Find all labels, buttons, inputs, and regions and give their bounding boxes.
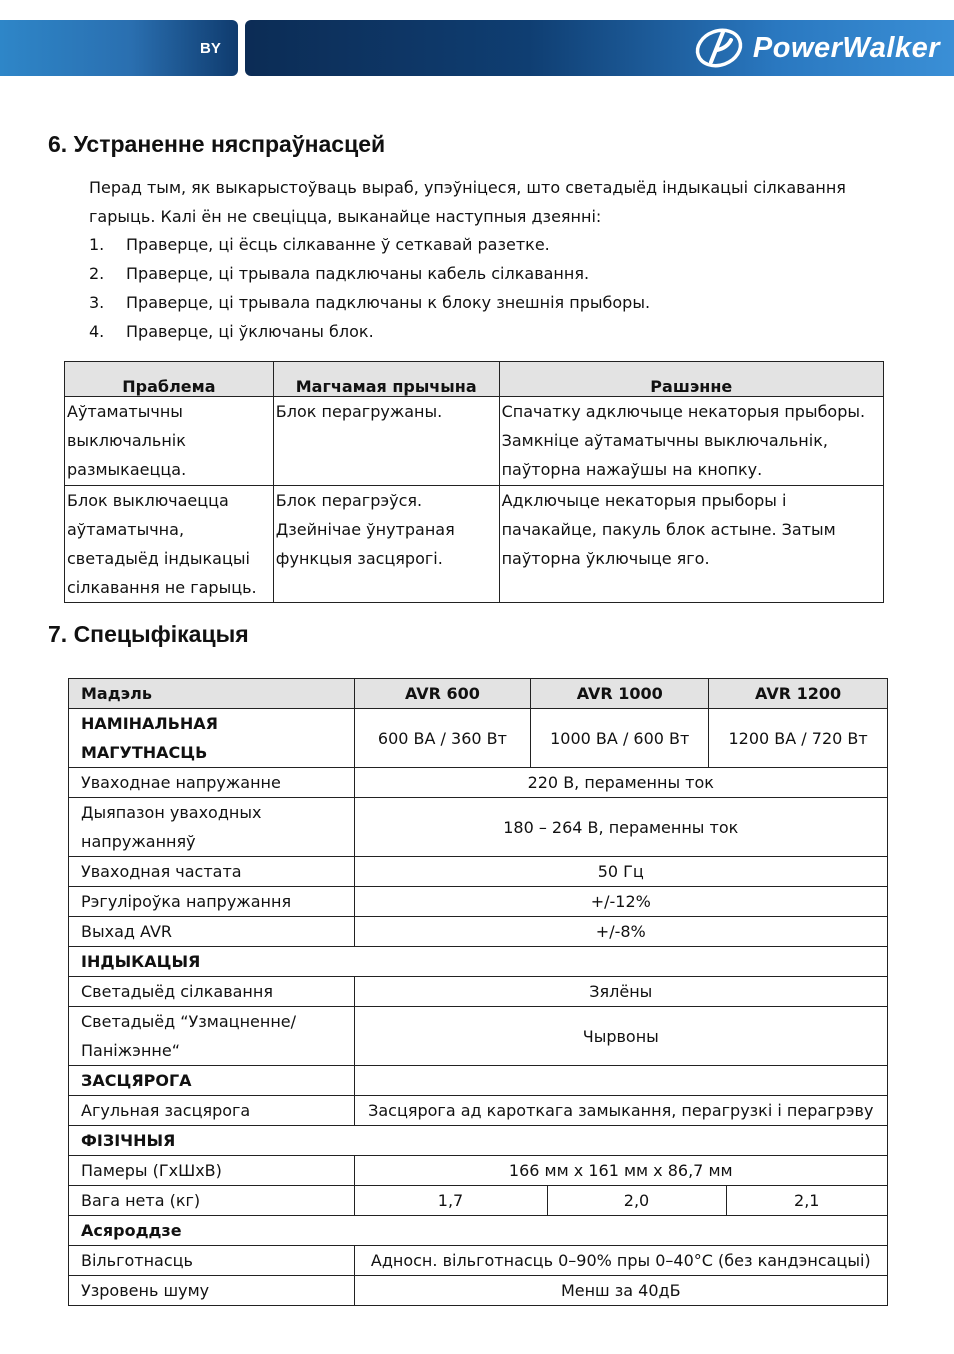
table-cell: Блок перагружаны. bbox=[273, 397, 499, 486]
spec-value: +/-12% bbox=[354, 887, 887, 917]
section-label: ІНДЫКАЦЫЯ bbox=[69, 947, 888, 977]
troubleshooting-table bbox=[64, 361, 884, 603]
spec-value: 50 Гц bbox=[354, 857, 887, 887]
table-header-row bbox=[69, 679, 888, 709]
column-header: Мадэль bbox=[69, 679, 355, 709]
section-row bbox=[69, 1216, 888, 1246]
spec-value: Засцярога ад кароткага замыкання, перагрузкі і перагрэву bbox=[354, 1096, 887, 1126]
table-cell: Блок перагрэўся. Дзейнічае ўнутраная функцыя засцярогі. bbox=[273, 486, 499, 603]
spec-label: Узровень шуму bbox=[69, 1276, 355, 1306]
column-header: AVR 600 bbox=[354, 679, 531, 709]
table-row bbox=[69, 1276, 888, 1306]
spec-label: Дыяпазон уваходных напружанняў bbox=[69, 798, 355, 857]
table-row bbox=[69, 1007, 888, 1066]
section-label: ЗАСЦЯРОГА bbox=[69, 1066, 355, 1096]
spec-label: Вільготнасць bbox=[69, 1246, 355, 1276]
logo-swoosh-icon bbox=[693, 26, 747, 70]
spec-label: Уваходная частата bbox=[69, 857, 355, 887]
spec-value: 166 мм x 161 мм x 86,7 мм bbox=[354, 1156, 887, 1186]
column-header: AVR 1000 bbox=[531, 679, 709, 709]
spec-value: 180 – 264 В, пераменны ток bbox=[354, 798, 887, 857]
weight-values bbox=[354, 1186, 887, 1216]
spec-value: 1200 ВА / 720 Вт bbox=[709, 709, 888, 768]
list-item: 1. Праверце, ці ёсць сілкаванне ў сеткавай разетке. bbox=[89, 235, 550, 254]
spec-label: Памеры (ГхШхВ) bbox=[69, 1156, 355, 1186]
spec-label: Рэгуліроўка напружання bbox=[69, 887, 355, 917]
spec-value: Чырвоны bbox=[354, 1007, 887, 1066]
section-7-title: 7. Спецыфікацыя bbox=[48, 621, 249, 647]
logo-text: PowerWalker bbox=[752, 31, 940, 64]
table-row bbox=[69, 709, 888, 768]
spec-label: Уваходнае напружанне bbox=[69, 768, 355, 798]
list-item: 4. Праверце, ці ўключаны блок. bbox=[89, 322, 374, 341]
spec-value: 1,7 bbox=[355, 1186, 548, 1215]
section-6-intro: Перад тым, як выкарыстоўваць выраб, упэўніцеся, што светадыёд індыкацыі сілкавання гарыць. Калі ён не свеціцца, выканайце наступныя дзеянні: bbox=[89, 178, 846, 226]
steps-list bbox=[89, 230, 650, 346]
table-cell: Аўтаматычны выключальнік размыкаецца. bbox=[65, 397, 274, 486]
section-row bbox=[69, 947, 888, 977]
column-header: Магчамая прычына bbox=[273, 362, 499, 397]
table-row bbox=[69, 857, 888, 887]
specification-table bbox=[68, 678, 888, 1306]
table-row bbox=[69, 768, 888, 798]
section-6-title: 6. Устраненне няспраўнасцей bbox=[48, 131, 386, 157]
spec-label: НАМІНАЛЬНАЯ МАГУТНАСЦЬ bbox=[69, 709, 355, 768]
table-row bbox=[65, 486, 884, 603]
table-row bbox=[69, 977, 888, 1007]
spec-value: Адносн. вільготнасць 0–90% пры 0–40°C (без кандэнсацыі) bbox=[354, 1246, 887, 1276]
column-header: Праблема bbox=[65, 362, 274, 397]
header-banner bbox=[245, 20, 954, 76]
spec-value: 2,0 bbox=[548, 1186, 727, 1215]
spec-label: Светадыёд “Узмацненне/Паніжэнне“ bbox=[69, 1007, 355, 1066]
table-row bbox=[69, 798, 888, 857]
column-header: Рашэнне bbox=[499, 362, 883, 397]
list-item: 2. Праверце, ці трывала падключаны кабель сілкавання. bbox=[89, 264, 590, 283]
spec-label: Агульная засцярога bbox=[69, 1096, 355, 1126]
table-row bbox=[69, 887, 888, 917]
table-row bbox=[69, 1156, 888, 1186]
header-language-tab bbox=[0, 20, 238, 76]
table-row bbox=[69, 917, 888, 947]
spec-label: Светадыёд сілкавання bbox=[69, 977, 355, 1007]
table-cell: Спачатку адключыце некаторыя прыборы. Замкніце аўтаматычны выключальнік, паўторна нажаўшы на кнопку. bbox=[499, 397, 883, 486]
spec-value: 1000 ВА / 600 Вт bbox=[531, 709, 709, 768]
table-header-row bbox=[65, 362, 884, 397]
powerwalker-logo bbox=[693, 26, 940, 70]
section-row bbox=[69, 1066, 888, 1096]
list-item: 3. Праверце, ці трывала падключаны к блоку знешнія прыборы. bbox=[89, 293, 651, 312]
spec-value: 600 ВА / 360 Вт bbox=[354, 709, 531, 768]
column-header: AVR 1200 bbox=[709, 679, 888, 709]
spec-label: Вага нета (кг) bbox=[69, 1186, 355, 1216]
section-label: Асяроддзе bbox=[69, 1216, 888, 1246]
spec-value: +/-8% bbox=[354, 917, 887, 947]
section-row bbox=[69, 1126, 888, 1156]
table-cell: Адключыце некаторыя прыборы і пачакайце, пакуль блок астыне. Затым паўторна ўключыце яго. bbox=[499, 486, 883, 603]
spec-value: 2,1 bbox=[794, 1191, 820, 1210]
section-label: ФІЗІЧНЫЯ bbox=[69, 1126, 888, 1156]
table-row bbox=[65, 397, 884, 486]
spec-value: Менш за 40дБ bbox=[354, 1276, 887, 1306]
language-label: BY bbox=[200, 40, 221, 57]
table-row bbox=[69, 1186, 888, 1216]
table-row bbox=[69, 1246, 888, 1276]
empty-cell bbox=[354, 1066, 887, 1096]
table-cell: Блок выключаецца аўтаматычна, светадыёд індыкацыі сілкавання не гарыць. bbox=[65, 486, 274, 603]
spec-value: 220 В, пераменны ток bbox=[354, 768, 887, 798]
table-row bbox=[69, 1096, 888, 1126]
spec-label: Выхад AVR bbox=[69, 917, 355, 947]
spec-value: Зялёны bbox=[354, 977, 887, 1007]
